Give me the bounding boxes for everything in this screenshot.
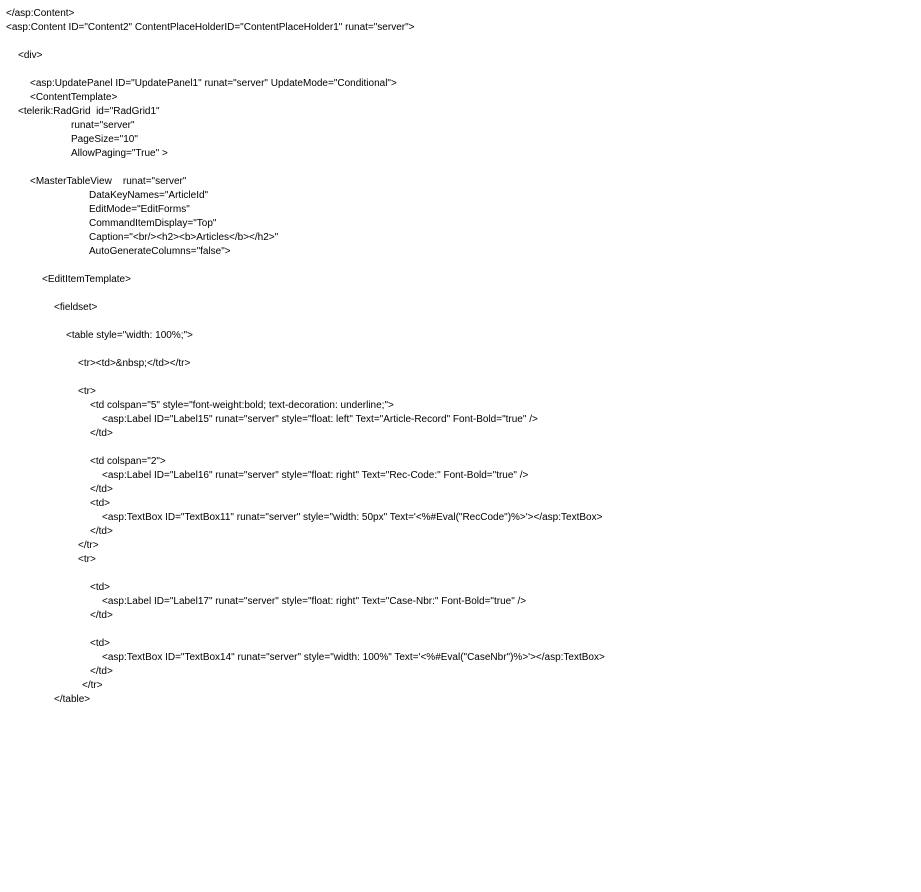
blank-line — [6, 315, 906, 329]
code-line: </tr> — [78, 540, 99, 551]
code-line: <asp:Label ID="Label16" runat="server" style="float: right" Text="Rec-Code:" Font-Bold="true" /> — [102, 470, 529, 481]
code-line: <tr><td>&nbsp;</td></tr> — [78, 358, 191, 369]
code-line: <ContentTemplate> — [30, 92, 118, 103]
blank-line — [6, 441, 906, 455]
blank-line — [6, 35, 906, 49]
code-line: <td colspan="2"> — [90, 456, 166, 467]
blank-line — [6, 567, 906, 581]
blank-line — [6, 343, 906, 357]
blank-line — [6, 259, 906, 273]
code-line: <asp:UpdatePanel ID="UpdatePanel1" runat="server" UpdateMode="Conditional"> — [30, 78, 397, 89]
code-line: PageSize="10" — [71, 134, 138, 145]
code-line: runat="server" — [71, 120, 135, 131]
code-line: <tr> — [78, 554, 96, 565]
code-line: </td> — [90, 610, 113, 621]
code-line: EditMode="EditForms" — [89, 204, 190, 215]
code-line: <td> — [90, 638, 111, 649]
code-line: <telerik:RadGrid id="RadGrid1" — [18, 106, 160, 117]
code-line: </td> — [90, 484, 113, 495]
blank-line — [6, 161, 906, 175]
code-line: DataKeyNames="ArticleId" — [89, 190, 209, 201]
code-line: </td> — [90, 428, 113, 439]
code-line: </table> — [54, 694, 91, 705]
code-line: </tr> — [82, 680, 103, 691]
code-line: </asp:Content> — [6, 8, 75, 19]
code-line: <asp:TextBox ID="TextBox14" runat="server" style="width: 100%" Text='<%#Eval("CaseNbr")%>'></asp:TextBox> — [102, 652, 605, 663]
code-document — [6, 7, 906, 707]
code-line: <fieldset> — [54, 302, 98, 313]
code-line: <td colspan="5" style="font-weight:bold; text-decoration: underline;"> — [90, 400, 394, 411]
code-line: <asp:Label ID="Label17" runat="server" style="float: right" Text="Case-Nbr:" Font-Bold="true" /> — [102, 596, 527, 607]
code-line: <tr> — [78, 386, 96, 397]
code-line: <table style="width: 100%;"> — [66, 330, 193, 341]
code-line: <td> — [90, 582, 111, 593]
code-line: <td> — [90, 498, 111, 509]
code-line: <asp:Label ID="Label15" runat="server" style="float: left" Text="Article-Record" Font-Bold="true" /> — [102, 414, 538, 425]
code-line: Caption="<br/><h2><b>Articles</b></h2>" — [89, 232, 279, 243]
code-line: <asp:TextBox ID="TextBox11" runat="server" style="width: 50px" Text='<%#Eval("RecCode")%>'></asp:TextBox> — [102, 512, 603, 523]
code-line: <asp:Content ID="Content2" ContentPlaceHolderID="ContentPlaceHolder1" runat="server"> — [6, 22, 415, 33]
code-line: <EditItemTemplate> — [42, 274, 131, 285]
blank-line — [6, 63, 906, 77]
code-line: AutoGenerateColumns="false"> — [89, 246, 231, 257]
code-line: CommandItemDisplay="Top" — [89, 218, 217, 229]
blank-line — [6, 371, 906, 385]
code-line: <MasterTableView runat="server" — [30, 176, 187, 187]
blank-line — [6, 623, 906, 637]
code-line: <div> — [18, 50, 43, 61]
code-line: </td> — [90, 666, 113, 677]
code-line: </td> — [90, 526, 113, 537]
blank-line — [6, 287, 906, 301]
code-line: AllowPaging="True" > — [71, 148, 168, 159]
